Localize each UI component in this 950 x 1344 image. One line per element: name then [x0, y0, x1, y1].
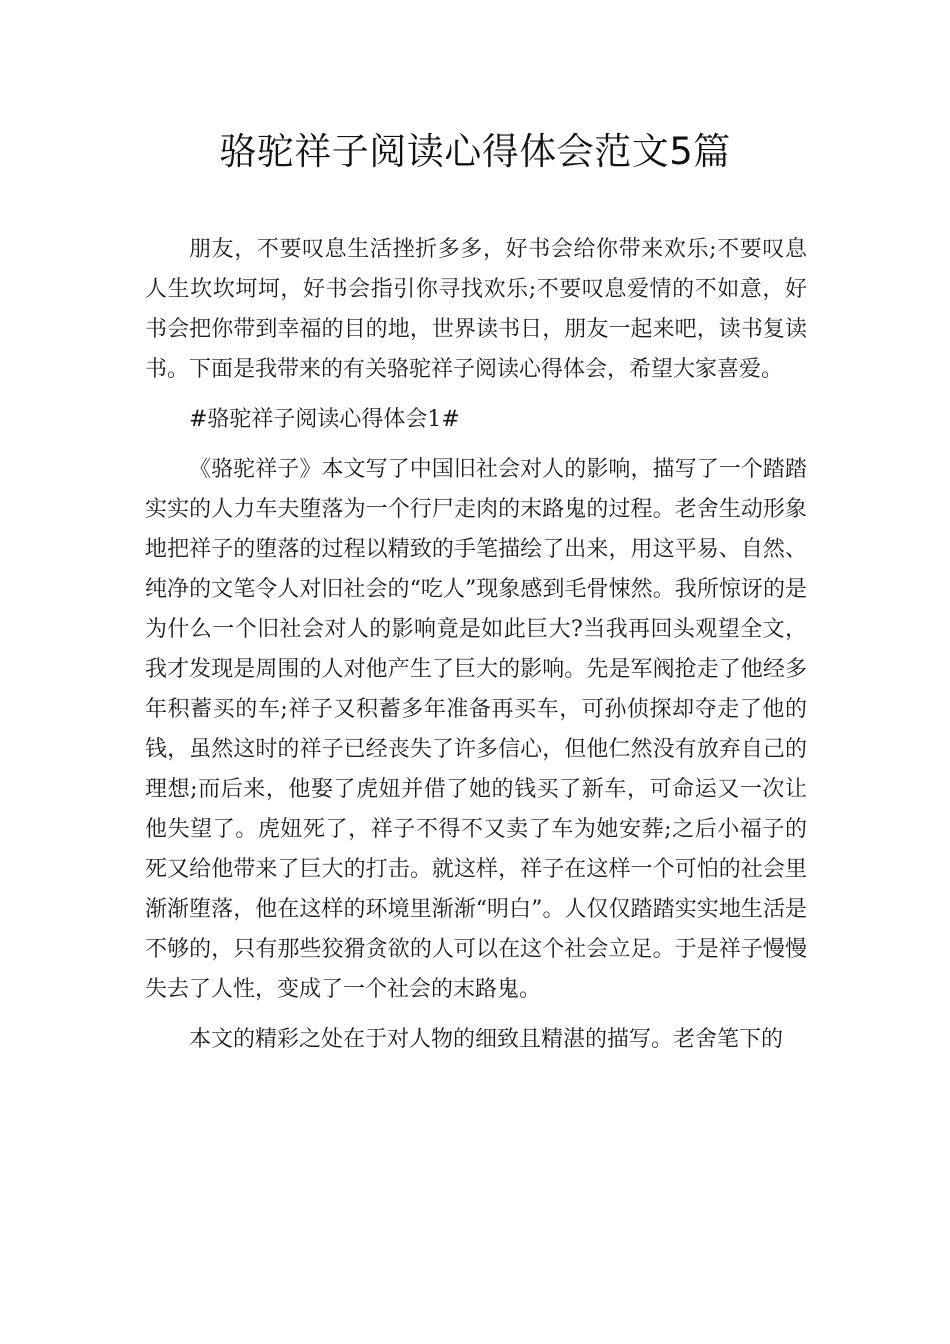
- body-paragraph: 《骆驼祥子》本文写了中国旧社会对人的影响，描写了一个踏踏实实的人力车夫堕落为一个行尸走肉的末路鬼的过程。老舍生动形象地把祥子的堕落的过程以精致的手笔描绘了出来，用这平易、自然、纯净的文笔令人对旧社会的“吃人”现象感到毛骨悚然。我所惊讶的是为什么一个旧社会对人的影响竟是如此巨大?当我再回头观望全文，我才发现是周围的人对他产生了巨大的影响。先是军阀抢走了他经多年积蓄买的车;祥子又积蓄多年准备再买车，可孙侦探却夺走了他的钱，虽然这时的祥子已经丧失了许多信心，但他仁然没有放弃自己的理想;而后来，他娶了虎妞并借了她的钱买了新车，可命运又一次让他失望了。虎妞死了，祥子不得不又卖了车为她安葬;之后小福子的死又给他带来了巨大的打击。就这样，祥子在这样一个可怕的社会里渐渐堕落，他在这样的环境里渐渐“明白”。人仅仅踏踏实实地生活是不够的，只有那些狡猾贪欲的人可以在这个社会立足。于是祥子慢慢失去了人性，变成了一个社会的末路鬼。: [145, 457, 807, 1002]
- intro-paragraph: 朋友，不要叹息生活挫折多多，好书会给你带来欢乐;不要叹息人生坎坎坷坷，好书会指引你寻找欢乐;不要叹息爱情的不如意，好书会把你带到幸福的目的地，世界读书日，朋友一起来吧，读书复读书。下面是我带来的有关骆驼祥子阅读心得体会，希望大家喜爱。: [145, 237, 807, 382]
- document-body: [145, 230, 807, 1070]
- section-heading: #骆驼祥子阅读心得体会1#: [189, 407, 460, 432]
- page-title: 骆驼祥子阅读心得体会范文5篇: [219, 130, 731, 173]
- body-paragraph: 本文的精彩之处在于对人物的细致且精湛的描写。老舍笔下的: [189, 1027, 784, 1052]
